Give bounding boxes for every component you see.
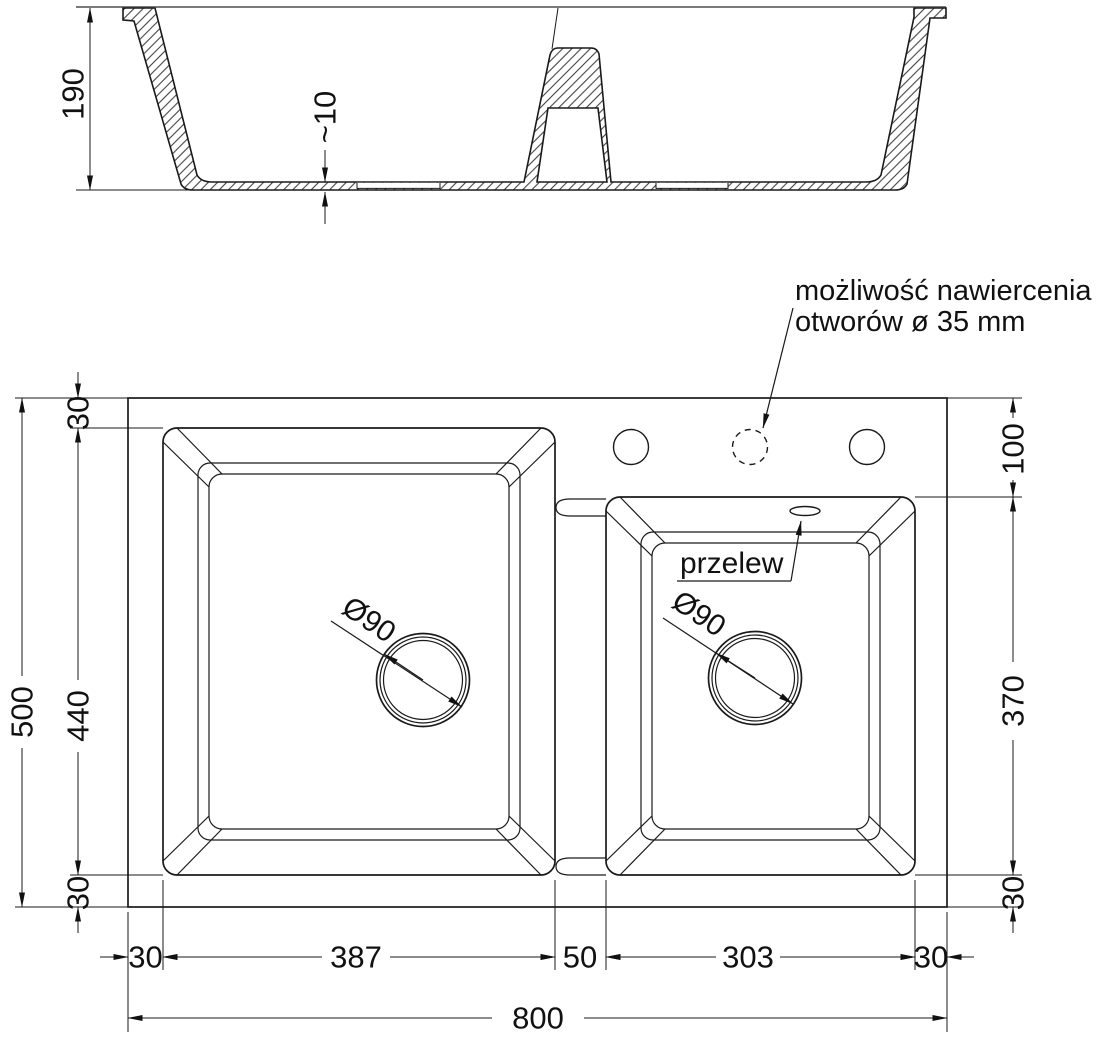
bowl-width-right-label: 303 — [722, 939, 774, 975]
dimension-bottom-thickness — [308, 91, 343, 224]
faucet-hole-right — [850, 430, 885, 465]
divider-width-label: 50 — [562, 939, 598, 975]
divider-ledge-bottom — [556, 858, 606, 875]
bottom-thickness-label: ~10 — [307, 90, 343, 144]
dimensions-left — [5, 372, 164, 933]
faucet-hole-optional — [733, 430, 768, 465]
overflow-label: przelew — [680, 547, 784, 580]
section-view — [56, 7, 947, 224]
drain-right-label: Ø90 — [666, 584, 732, 644]
faucet-hole-left — [614, 430, 649, 465]
drain-right — [663, 584, 802, 724]
bowl-depth-left-label: 440 — [60, 690, 96, 742]
width-total-label: 800 — [512, 1000, 564, 1036]
drill-note-line2: otworów ø 35 mm — [795, 306, 1026, 338]
margin-top-label: 30 — [60, 395, 96, 431]
section-height-label: 190 — [55, 68, 91, 120]
drain-left — [331, 590, 470, 726]
drill-note — [763, 275, 1092, 428]
drain-recess-left — [357, 183, 440, 189]
margin-bottom-left-label: 30 — [60, 875, 96, 911]
sink-section-profile — [123, 8, 946, 190]
margin-right-label: 30 — [913, 939, 949, 975]
divider-back-edge — [552, 8, 558, 49]
bowl-width-left-label: 387 — [330, 939, 382, 975]
drain-recess-right — [656, 183, 728, 189]
margin-left-label: 30 — [128, 939, 163, 975]
bowl-depth-right-label: 370 — [995, 675, 1031, 727]
plan-view — [5, 275, 1093, 1036]
deck-depth-label: 100 — [995, 423, 1031, 475]
left-bowl — [163, 428, 555, 875]
overflow — [677, 507, 820, 582]
overflow-hole — [790, 507, 820, 516]
left-bowl-corner-bevels — [163, 428, 555, 875]
depth-total-label: 500 — [4, 686, 40, 738]
drill-note-line1: możliwość nawiercenia — [795, 275, 1092, 307]
drain-left-label: Ø90 — [336, 590, 402, 650]
dimensions-right — [915, 398, 1031, 933]
dimensions-bottom — [100, 880, 974, 1036]
divider-ledge-top — [556, 499, 606, 516]
margin-bottom-right-label: 30 — [995, 875, 1031, 911]
